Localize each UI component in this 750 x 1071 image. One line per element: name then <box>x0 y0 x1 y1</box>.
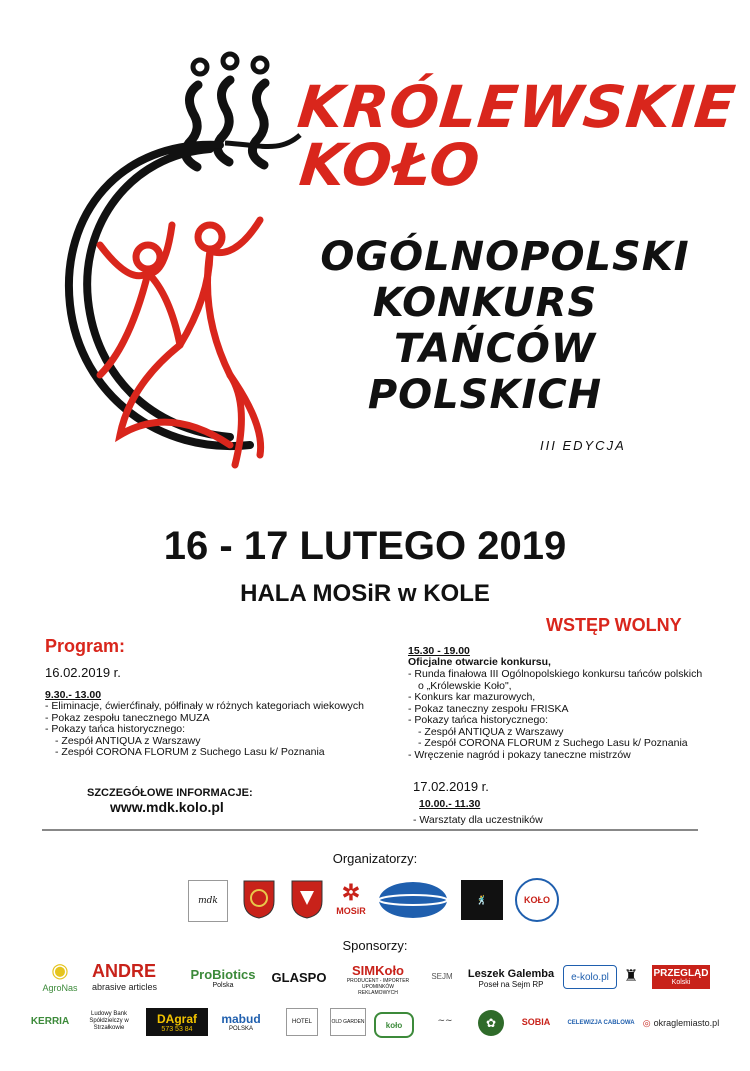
info-url-link[interactable]: www.mdk.kolo.pl <box>110 799 224 815</box>
globe-logo-icon <box>378 880 448 920</box>
day1b-time: 15.30 - 19.00 <box>408 645 470 657</box>
mdk-logo: mdk <box>188 880 228 922</box>
sejm-logo: SEJM <box>431 971 453 981</box>
mosir-logo: ✲ MOSiR <box>336 880 366 916</box>
day1b-heading: Oficjalne otwarcie konkursu, <box>408 656 551 668</box>
dancer-icon: 🕺 <box>476 894 488 905</box>
wheel-icon: ✲ <box>341 880 361 905</box>
kolo-coat-of-arms-icon <box>242 879 276 919</box>
bank-logo: Ludowy Bank Spółdzielczy w Strzałkowie <box>89 1010 129 1031</box>
day1-list <box>45 701 390 759</box>
day1-time: 9.30.- 13.00 <box>45 689 102 701</box>
hotel-logo: HOTEL <box>286 1008 318 1036</box>
list-item: - Runda finałowa III Ogólnopolskiego konkursu tańców polskich <box>408 668 703 680</box>
list-item: - Zespół ANTIQUA z Warszawy <box>55 734 201 747</box>
list-item: - Zespół ANTIQUA z Warszawy <box>418 725 564 738</box>
day2-time: 10.00.- 11.30 <box>419 798 481 810</box>
agronas-logo: ◉ AgroNas <box>42 959 78 993</box>
day1b-list <box>408 669 718 761</box>
free-entry-label: WSTĘP WOLNY <box>546 615 682 635</box>
list-item: - Pokazy tańca historycznego: <box>408 714 549 726</box>
okraglemiasto-logo: ◎ okraglemiasto.pl <box>642 1017 720 1028</box>
program-title: Program: <box>45 636 126 656</box>
ekolo-logo: e-kolo.pl <box>563 965 617 989</box>
list-item: - Pokazy tańca historycznego: <box>45 723 186 735</box>
sponsors-label: Sponsorzy: <box>342 938 408 953</box>
script-logo: ~~ <box>437 1016 453 1026</box>
day1-date: 16.02.2019 r. <box>45 665 121 680</box>
event-date: 16 - 17 LUTEGO 2019 <box>163 524 567 568</box>
simkolo-logo: SIMKoło PRODUCENT - IMPORTER UPOMINKÓW REKLAMOWYCH <box>346 962 410 996</box>
list-item: - Eliminacje, ćwierćfinały, półfinały w różnych kategoriach wiekowych <box>45 700 365 712</box>
andre-logo: ANDRE abrasive articles <box>92 960 158 992</box>
drop-icon: ◉ <box>51 959 69 982</box>
castle-icon: ♜ <box>623 968 639 985</box>
day2-date: 17.02.2019 r. <box>413 779 489 794</box>
list-item: - Konkurs kar mazurowych, <box>408 691 536 703</box>
organizers-label: Organizatorzy: <box>332 851 418 866</box>
ring-shape <box>69 145 250 446</box>
event-title: KRÓLEWSKIE KOŁO <box>294 73 740 199</box>
cable-tv-logo: CELEWIZJA CABLOWA <box>567 1020 635 1026</box>
list-item: o „Królewskie Koło", <box>418 679 512 692</box>
event-venue: HALA MOSiR w KOLE <box>240 580 490 607</box>
list-item: - Pokaz zespołu tanecznego MUZA <box>45 711 210 724</box>
day2-item: - Warsztaty dla uczestników <box>413 814 543 826</box>
county-coat-of-arms-icon <box>290 879 324 919</box>
emblem-icon: ✿ <box>478 1010 504 1036</box>
sobia-logo: SOBIA <box>521 1017 551 1027</box>
probiotics-logo: ProBiotics Polska <box>190 967 256 989</box>
green-kolo-logo: koło <box>374 1012 414 1038</box>
old-garden-logo: OLD GARDEN <box>330 1008 366 1036</box>
event-subtitle: OGÓLNOPOLSKI KONKURS TAŃCÓW POLSKICH <box>320 234 690 418</box>
dagraf-logo: DAgraf 573 53 84 <box>146 1008 208 1036</box>
przeglad-kolski-logo: PRZEGLĄD Kolski <box>652 965 710 989</box>
kerria-logo: KERRIA <box>30 1015 70 1027</box>
list-item: - Pokaz taneczny zespołu FRISKA <box>408 702 569 715</box>
kolo-circle-logo: KOŁO <box>515 878 559 922</box>
edition-label: III EDYCJA <box>540 438 626 453</box>
galemba-logo: Leszek Galemba Poseł na Sejm RP <box>467 967 555 989</box>
mabud-logo: mabud POLSKA <box>221 1012 261 1032</box>
list-item: - Zespół CORONA FLORUM z Suchego Lasu k/ Poznania <box>418 737 688 749</box>
list-item: - Wręczenie nagród i pokazy taneczne mistrzów <box>408 748 631 761</box>
dancers-photo-logo <box>461 880 503 920</box>
divider <box>42 829 698 831</box>
glaspo-logo: GLASPO <box>271 969 327 985</box>
info-label: SZCZEGÓŁOWE INFORMACJE: <box>87 787 253 799</box>
circle-icon: ◎ <box>642 1017 651 1028</box>
list-item: - Zespół CORONA FLORUM z Suchego Lasu k/ Poznania <box>55 746 325 758</box>
